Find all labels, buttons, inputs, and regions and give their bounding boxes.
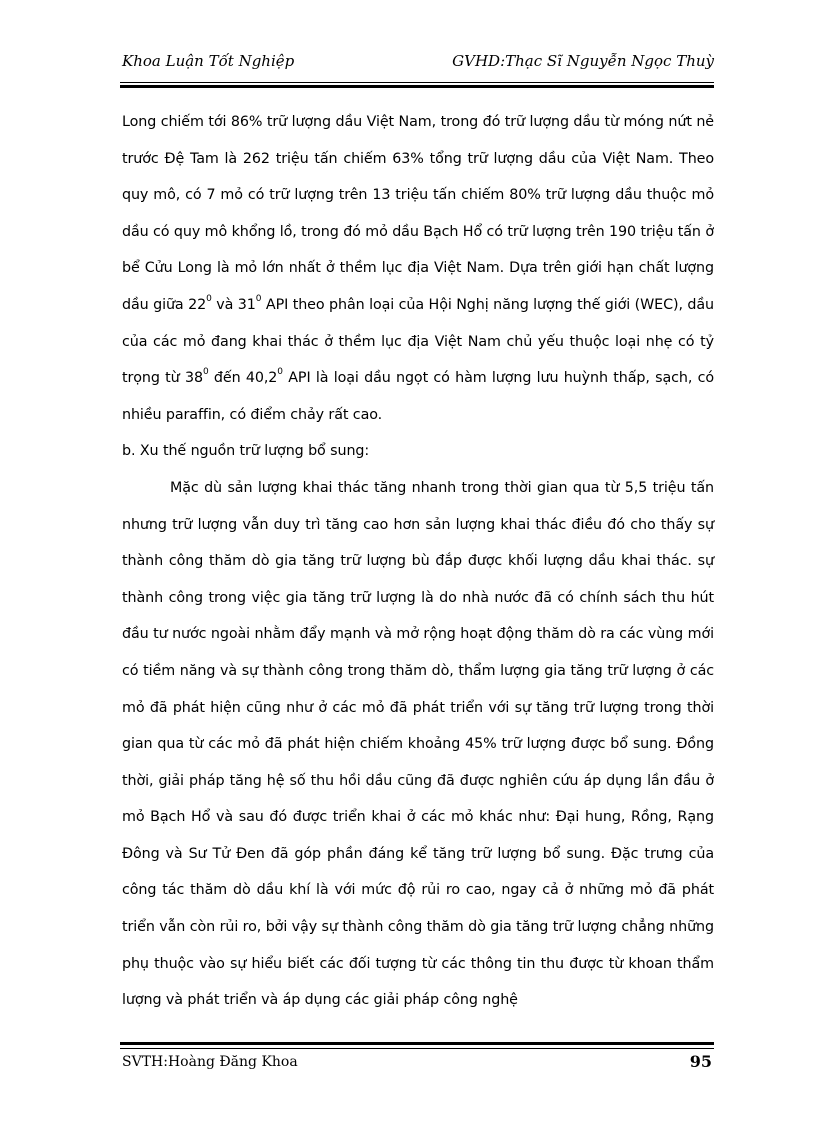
- footer-rule-thin: [120, 1048, 714, 1049]
- header-rule-thick: [120, 85, 714, 88]
- footer-student: SVTH:Hoàng Đăng Khoa: [122, 1054, 298, 1070]
- page-header: [122, 52, 714, 76]
- page-number: 95: [689, 1052, 712, 1071]
- paragraph-reserve-trend: Mặc dù sản lượng khai thác tăng nhanh trong thời gian qua từ 5,5 triệu tấn nhưng trữ lượng vẫn duy trì tăng cao hơn sản lượng khai thác điều đó cho thấy sự thành công thăm dò gia tăng trữ lượng bù đắp được khối lượng dầu khai thác. sự thành công trong việc gia tăng trữ lượng là do nhà nước đã có chính sách thu hút đầu tư nước ngoài nhằm đẩy mạnh và mở rộng hoạt động thăm dò ra các vùng mới có tiềm năng và sự thành công trong thăm dò, thẩm lượng gia tăng trữ lượng ở các mỏ đã phát hiện cũng như ở các mỏ đã phát triển với sự tăng trữ lượng trong thời gian qua từ các mỏ đã phát hiện chiếm khoảng 45% trữ lượng được bổ sung. Đồng thời, giải pháp tăng hệ số thu hồi dầu cũng đã được nghiên cứu áp dụng lần đầu ở mỏ Bạch Hổ và sau đó được triển khai ở các mỏ khác như: Đại hung, Rồng, Rạng Đông và Sư Tử Đen đã góp phần đáng kể tăng trữ lượng bổ sung. Đặc trưng của công tác thăm dò dầu khí là với mức độ rủi ro cao, ngay cả ở những mỏ đã phát triển vẫn còn rủi ro, bởi vậy sự thành công thăm dò gia tăng trữ lượng chẳng những phụ thuộc vào sự hiểu biết các đối tượng từ các thông tin thu được từ khoan thẩm lượng và phát triển và áp dụng các giải pháp công nghệ: [122, 479, 714, 1009]
- paragraph-reserves-summary: Long chiếm tới 86% trữ lượng dầu Việt Nam, trong đó trữ lượng dầu từ móng nứt nẻ trước Đệ Tam là 262 triệu tấn chiếm 63% tổng trữ lượng dầu của Việt Nam. Theo quy mô, có 7 mỏ có trữ lượng trên 13 triệu tấn chiếm 80% trữ lượng dầu thuộc mỏ dầu có quy mô khổng lồ, trong đó mỏ dầu Bạch Hổ có trữ lượng trên 190 triệu tấn ở bể Cửu Long là mỏ lớn nhất ở thềm lục địa Việt Nam. Dựa trên giới hạn chất lượng dầu giữa $22^0$ và $31^0$ API theo phân loại của Hội Nghị năng lượng thế giới (WEC), dầu của các mỏ đang khai thác ở thềm lục địa Việt Nam chủ yếu thuộc loại nhẹ có tỷ trọng từ $38^0$ đến 40,2$^0$ API là loại dầu ngọt có hàm lượng lưu huỳnh thấp, sạch, có nhiều paraffin, có điểm chảy rất cao.: [122, 114, 714, 423]
- degree-superscript: 0: [202, 367, 209, 378]
- header-advisor: GVHD:Thạc Sĩ Nguyễn Ngọc Thuỳ: [452, 52, 714, 70]
- degree-superscript: 0: [255, 294, 262, 305]
- degree-superscript: 0: [206, 294, 212, 305]
- section-heading: b. Xu thế nguồn trữ lượng bổ sung:: [122, 443, 370, 460]
- page-footer: [122, 1052, 714, 1076]
- degree-superscript: 0: [277, 367, 283, 378]
- body-text: [122, 104, 714, 1019]
- header-thesis-title: Khoa Luận Tốt Nghiệp: [122, 52, 295, 70]
- footer-rule-thick: [120, 1042, 714, 1045]
- header-rule-thin: [120, 82, 714, 83]
